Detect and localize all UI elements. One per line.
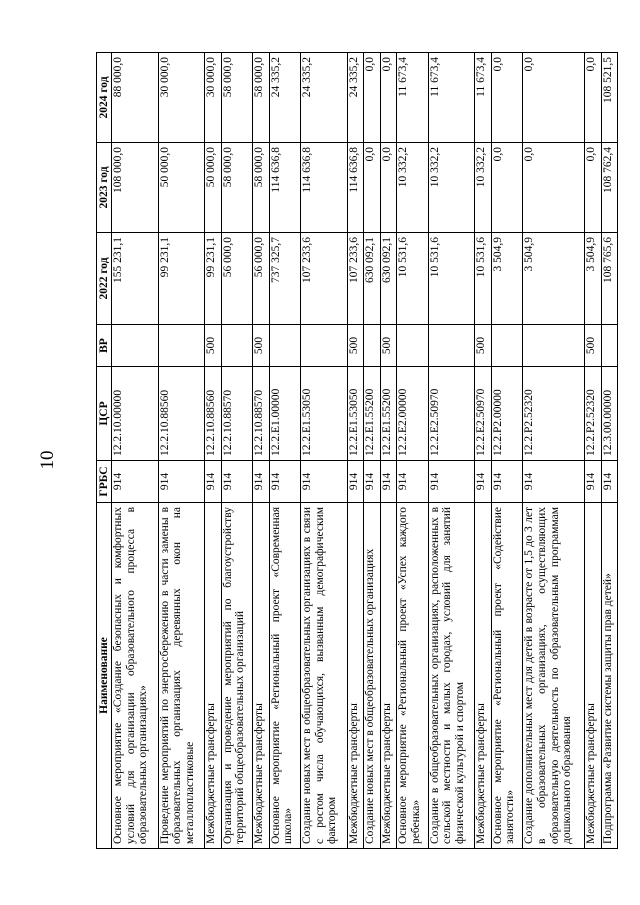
- cell-vr: 500: [205, 325, 221, 367]
- cell-2023: 50 000,0: [205, 143, 221, 233]
- cell-grbs: 914: [428, 461, 475, 503]
- cell-vr: [364, 325, 380, 367]
- cell-grbs: 914: [397, 461, 429, 503]
- budget-table: [96, 52, 618, 849]
- cell-2022: 56 000,0: [253, 233, 269, 325]
- cell-name: Основное мероприятие «Региональный проект «Успех каждого ребенка»: [397, 503, 429, 849]
- cell-2024: 58 000,0: [221, 53, 253, 143]
- cell-grbs: 914: [348, 461, 364, 503]
- cell-grbs: 914: [301, 461, 348, 503]
- cell-2022: 155 231,1: [112, 233, 159, 325]
- cell-csr: 12.2.10.88560: [205, 367, 221, 461]
- cell-2023: 0,0: [491, 143, 523, 233]
- table-row: [301, 53, 348, 849]
- cell-2024: 0,0: [491, 53, 523, 143]
- budget-table-container: [96, 53, 618, 849]
- cell-csr: 12.2.P2.52320: [585, 367, 601, 461]
- cell-2023: 0,0: [523, 143, 585, 233]
- cell-2022: 107 233,6: [348, 233, 364, 325]
- cell-vr: [428, 325, 475, 367]
- table-row: [205, 53, 221, 849]
- cell-2022: 108 765,6: [601, 233, 617, 325]
- cell-name: Подпрограмма «Развитие системы защиты прав детей»: [601, 503, 617, 849]
- cell-name: Создание дополнительных мест для детей в возрасте от 1,5 до 3 лет в образовательных организациях, осуществляющих образовательную деятельность по образовательным программам дошкольного образования: [523, 503, 585, 849]
- cell-grbs: 914: [269, 461, 301, 503]
- cell-2024: 58 000,0: [253, 53, 269, 143]
- cell-vr: [523, 325, 585, 367]
- cell-2022: 737 325,7: [269, 233, 301, 325]
- cell-2023: 58 000,0: [253, 143, 269, 233]
- cell-csr: 12.2.E2.50970: [428, 367, 475, 461]
- cell-grbs: 914: [585, 461, 601, 503]
- table-row: [221, 53, 253, 849]
- cell-2022: 10 531,6: [397, 233, 429, 325]
- header-2023: 2023 год: [97, 143, 112, 233]
- cell-2024: 30 000,0: [158, 53, 205, 143]
- cell-name: Основное мероприятие «Региональный проект «Содействие занятости»: [491, 503, 523, 849]
- cell-grbs: 914: [253, 461, 269, 503]
- cell-2022: 10 531,6: [428, 233, 475, 325]
- table-row: [585, 53, 601, 849]
- cell-name: Создание новых мест в общеобразовательных организациях в связи с ростом числа обучающихся, вызванным демографическим фактором: [301, 503, 348, 849]
- cell-2022: 3 504,9: [491, 233, 523, 325]
- cell-grbs: 914: [523, 461, 585, 503]
- table-body: [112, 53, 618, 849]
- table-row: [364, 53, 380, 849]
- cell-csr: 12.2.10.88570: [253, 367, 269, 461]
- header-name: Наименование: [97, 503, 112, 849]
- cell-2022: 630 092,1: [380, 233, 396, 325]
- cell-csr: 12.2.10.00000: [112, 367, 159, 461]
- cell-name: Межбюджетные трансферты: [253, 503, 269, 849]
- cell-2024: 11 673,4: [475, 53, 491, 143]
- table-row: [475, 53, 491, 849]
- cell-grbs: 914: [380, 461, 396, 503]
- cell-csr: 12.2.10.88570: [221, 367, 253, 461]
- cell-grbs: 914: [158, 461, 205, 503]
- cell-2023: 10 332,2: [475, 143, 491, 233]
- cell-2024: 108 521,5: [601, 53, 617, 143]
- cell-csr: 12.3.00.00000: [601, 367, 617, 461]
- header-grbs: ГРБС: [97, 461, 112, 503]
- cell-2023: 50 000,0: [158, 143, 205, 233]
- cell-name: Основное мероприятие «Региональный проект «Современная школа»: [269, 503, 301, 849]
- cell-2024: 11 673,4: [428, 53, 475, 143]
- cell-name: Проведение мероприятий по энергосбережению в части замены в образовательных организациях деревянных окон на металлопластиковые: [158, 503, 205, 849]
- cell-vr: [397, 325, 429, 367]
- table-row: [269, 53, 301, 849]
- cell-name: Межбюджетные трансферты: [380, 503, 396, 849]
- header-2022: 2022 год: [97, 233, 112, 325]
- cell-2024: 24 335,2: [301, 53, 348, 143]
- cell-vr: 500: [380, 325, 396, 367]
- cell-vr: 500: [253, 325, 269, 367]
- cell-2024: 0,0: [380, 53, 396, 143]
- cell-2023: 108 000,0: [112, 143, 159, 233]
- cell-2024: 0,0: [585, 53, 601, 143]
- cell-2023: 114 636,8: [348, 143, 364, 233]
- cell-name: Основное мероприятие «Создание безопасных и комфортных условий для организации образовательного процесса в образовательных организациях»: [112, 503, 159, 849]
- cell-csr: 12.2.E1.00000: [269, 367, 301, 461]
- header-2024: 2024 год: [97, 53, 112, 143]
- cell-2023: 114 636,8: [301, 143, 348, 233]
- cell-2024: 0,0: [364, 53, 380, 143]
- table-row: [523, 53, 585, 849]
- cell-csr: 12.2.E1.55200: [380, 367, 396, 461]
- table-row: [397, 53, 429, 849]
- cell-2024: 24 335,2: [269, 53, 301, 143]
- cell-csr: 12.2.P2.00000: [491, 367, 523, 461]
- cell-2024: 0,0: [523, 53, 585, 143]
- cell-2023: 58 000,0: [221, 143, 253, 233]
- cell-grbs: 914: [221, 461, 253, 503]
- cell-grbs: 914: [112, 461, 159, 503]
- cell-name: Межбюджетные трансферты: [348, 503, 364, 849]
- cell-name: Межбюджетные трансферты: [205, 503, 221, 849]
- cell-2022: 56 000,0: [221, 233, 253, 325]
- cell-name: Создание в общеобразовательных организациях, расположенных в сельской местности и малых городах, условий для занятий физической культурой и спортом: [428, 503, 475, 849]
- table-row: [428, 53, 475, 849]
- table-row: [348, 53, 364, 849]
- cell-name: Организация и проведение мероприятий по благоустройству территорий общеобразовательных организаций: [221, 503, 253, 849]
- cell-grbs: 914: [475, 461, 491, 503]
- cell-2022: 99 231,1: [158, 233, 205, 325]
- header-csr: ЦСР: [97, 367, 112, 461]
- cell-grbs: 914: [205, 461, 221, 503]
- cell-2024: 30 000,0: [205, 53, 221, 143]
- cell-vr: [158, 325, 205, 367]
- cell-csr: 12.2.E1.55200: [364, 367, 380, 461]
- cell-vr: 500: [348, 325, 364, 367]
- table-row: [253, 53, 269, 849]
- cell-2023: 114 636,8: [269, 143, 301, 233]
- cell-csr: 12.2.E2.50970: [475, 367, 491, 461]
- cell-2023: 0,0: [585, 143, 601, 233]
- cell-vr: [601, 325, 617, 367]
- cell-csr: 12.2.E1.53050: [301, 367, 348, 461]
- cell-csr: 12.2.E1.53050: [348, 367, 364, 461]
- cell-csr: 12.2.P2.52320: [523, 367, 585, 461]
- cell-vr: [221, 325, 253, 367]
- header-vr: ВР: [97, 325, 112, 367]
- cell-grbs: 914: [364, 461, 380, 503]
- cell-2024: 24 335,2: [348, 53, 364, 143]
- cell-name: Межбюджетные трансферты: [585, 503, 601, 849]
- cell-2022: 10 531,6: [475, 233, 491, 325]
- cell-2022: 3 504,9: [523, 233, 585, 325]
- cell-2024: 11 673,4: [397, 53, 429, 143]
- cell-2024: 88 000,0: [112, 53, 159, 143]
- table-row: [601, 53, 617, 849]
- page-number: 10: [37, 450, 58, 470]
- cell-grbs: 914: [491, 461, 523, 503]
- table-header-row: [97, 53, 112, 849]
- cell-2022: 107 233,6: [301, 233, 348, 325]
- cell-name: Создание новых мест в общеобразовательных организациях: [364, 503, 380, 849]
- cell-2022: 99 231,1: [205, 233, 221, 325]
- cell-2022: 630 092,1: [364, 233, 380, 325]
- cell-vr: [301, 325, 348, 367]
- cell-2023: 0,0: [364, 143, 380, 233]
- cell-vr: [491, 325, 523, 367]
- cell-2023: 10 332,2: [397, 143, 429, 233]
- cell-vr: 500: [475, 325, 491, 367]
- table-row: [112, 53, 159, 849]
- table-row: [158, 53, 205, 849]
- cell-vr: 500: [585, 325, 601, 367]
- cell-grbs: 914: [601, 461, 617, 503]
- table-row: [380, 53, 396, 849]
- cell-2023: 108 762,4: [601, 143, 617, 233]
- cell-name: Межбюджетные трансферты: [475, 503, 491, 849]
- cell-2023: 0,0: [380, 143, 396, 233]
- cell-2022: 3 504,9: [585, 233, 601, 325]
- cell-vr: [112, 325, 159, 367]
- table-row: [491, 53, 523, 849]
- cell-vr: [269, 325, 301, 367]
- cell-csr: 12.2.10.88560: [158, 367, 205, 461]
- cell-2023: 10 332,2: [428, 143, 475, 233]
- cell-csr: 12.2.E2.00000: [397, 367, 429, 461]
